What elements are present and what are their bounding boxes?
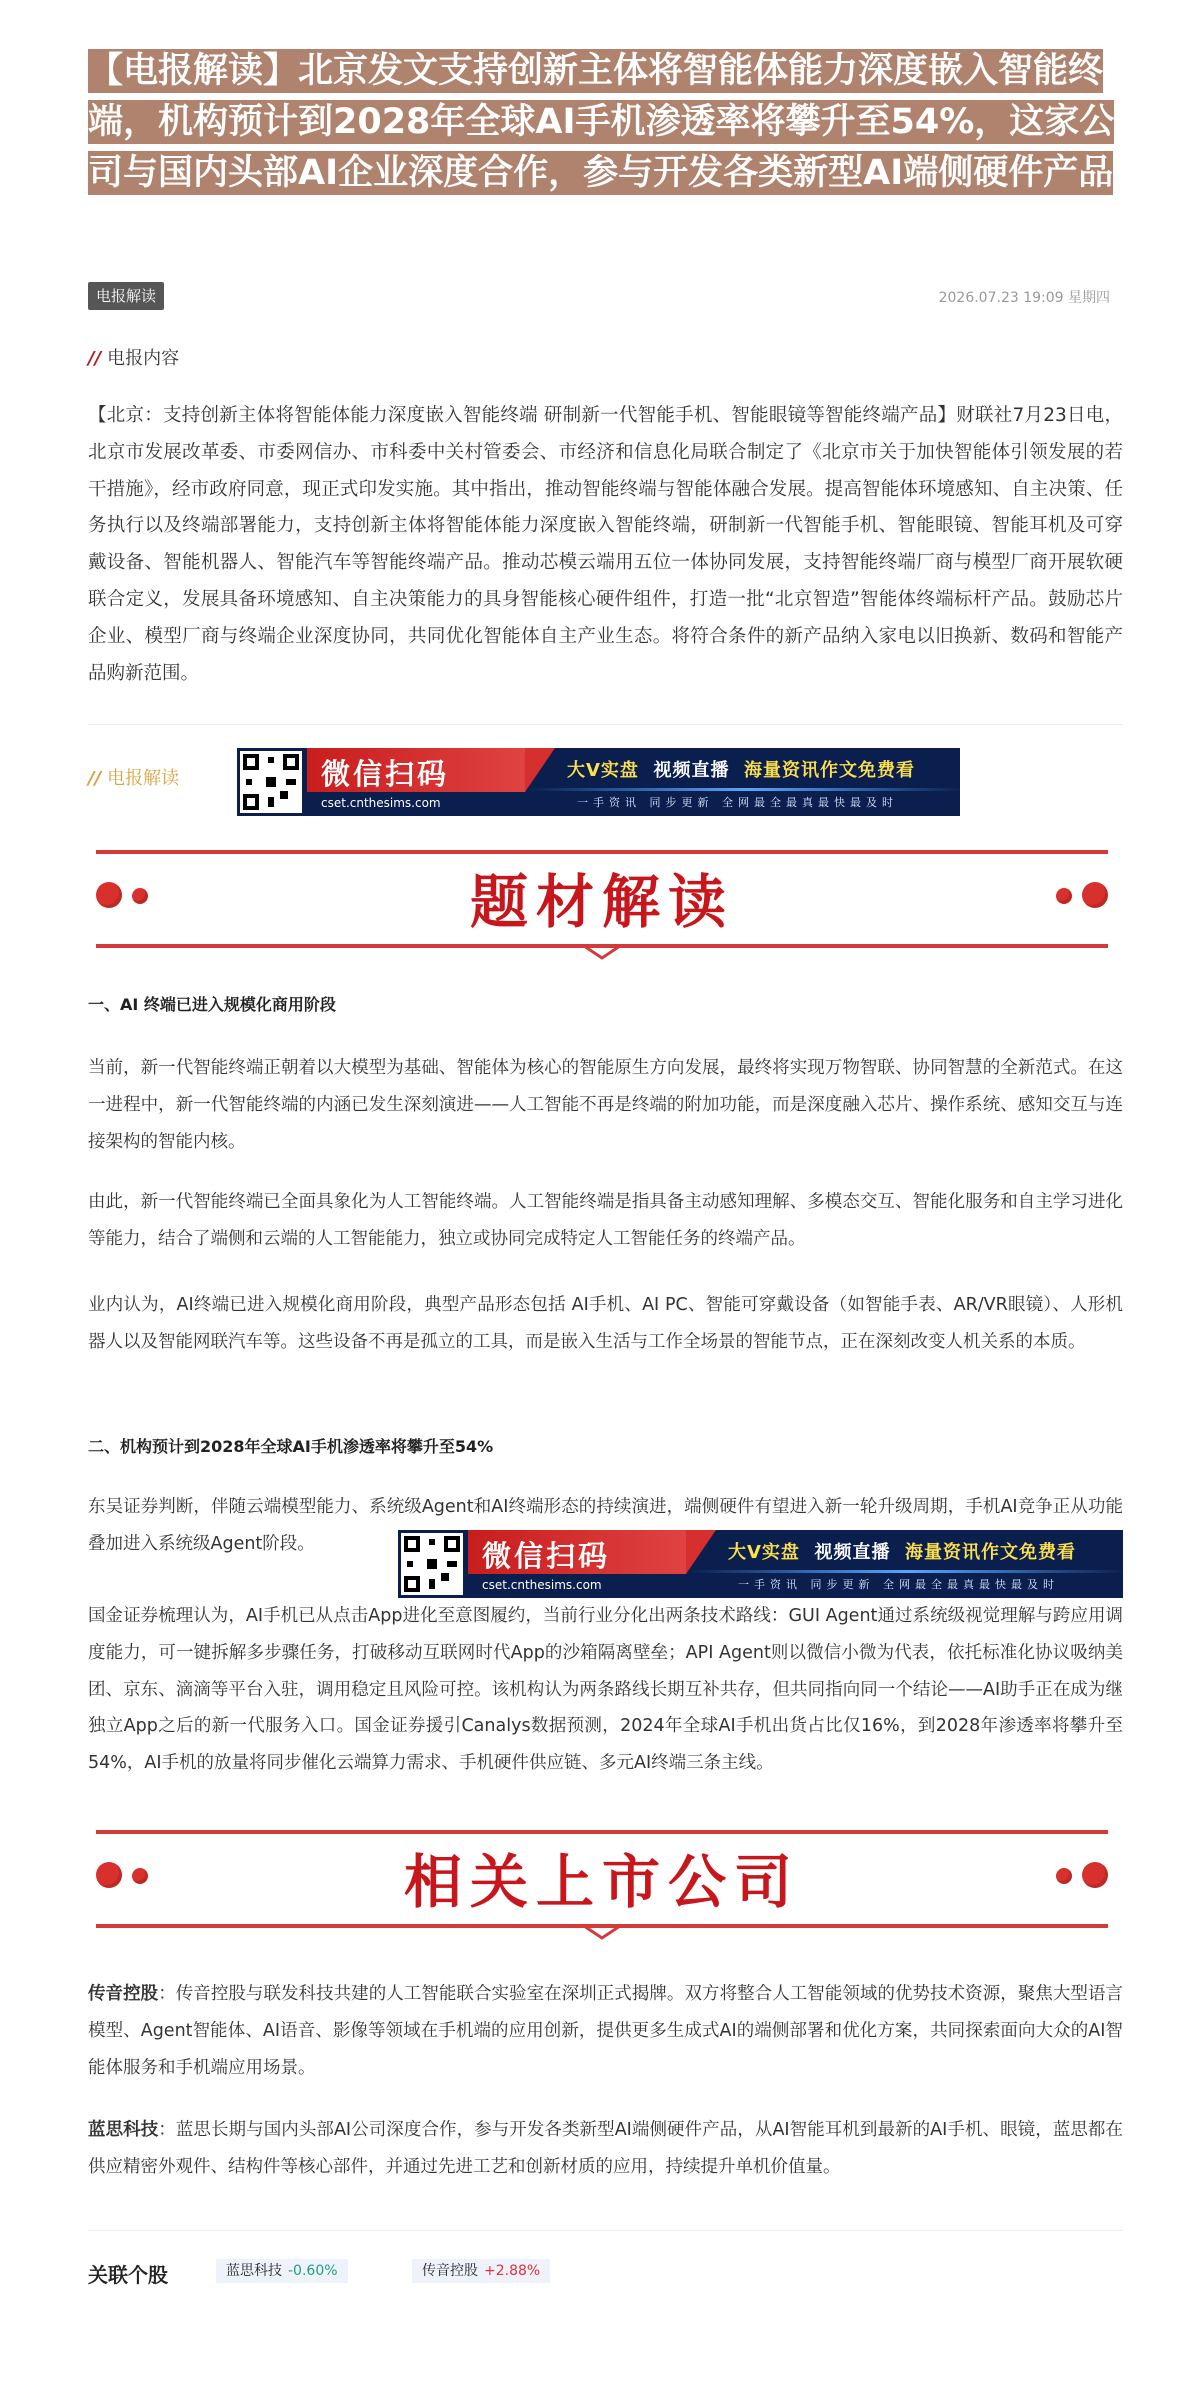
part2-paragraph: 国金证券梳理认为，AI手机已从点击App进化至意图履约，当前行业分化出两条技术路线：GUI Agent通过系统级视觉理解与跨应用调度能力，可一键拆解多步骤任务，打破移动互联网时代App的沙箱隔离壁垒；API Agent则以微信小微为代表，依托标准化协议吸纳美团、京东、滴滴等平台入驻，调用稳定且风险可控。该机构认为两条路线长期互补共存，但共同指向同一个结论——AI助手正在成为继独立App之后的新一代服务入口。国金证券援引Canalys数据预测，2024年全球AI手机出货占比仅16%，到2028年渗透率将攀升至54%，AI手机的放量将同步催化云端算力需求、手机硬件供应链、多元AI终端三条主线。 bbox=[88, 1606, 1123, 1774]
notch-icon bbox=[584, 944, 620, 960]
banner-slogan: 一手资讯 同步更新 全网最全最真最快最及时 bbox=[577, 796, 898, 809]
section-label: 电报解读 bbox=[107, 768, 180, 789]
qr-code-icon bbox=[240, 751, 302, 813]
topic-analysis-title-banner bbox=[96, 850, 1108, 960]
company-description: ：传音控股与联发科技共建的人工智能联合实验室在深圳正式揭牌。双方将整合人工智能领域的优势技术资源，聚焦大型语言模型、Agent智能体、AI语音、影像等领域在手机端的应用创新，提供更多生成式AI的端侧部署和优化方案，共同探索面向大众的AI智能体服务和手机端应用场景。 bbox=[88, 1984, 1124, 2078]
deco-title-text: 相关上市公司 bbox=[403, 1848, 800, 1916]
publish-datetime: 2026.07.23 19:09 星期四 bbox=[938, 290, 1110, 306]
part1-paragraph: 当前，新一代智能终端正朝着以大模型为基础、智能体为核心的智能原生方向发展，最终将实现万物智联、协同智慧的全新范式。在这一进程中，新一代智能终端的内涵已发生深刻演进——人工智能不再是终端的附加功能，而是深度融入芯片、操作系统、感知交互与连接架构的智能内核。 bbox=[88, 1058, 1123, 1152]
company-name[interactable]: 蓝思科技 bbox=[88, 2120, 159, 2140]
part1-heading: 一、AI 终端已进入规模化商用阶段 bbox=[88, 995, 336, 1014]
related-stocks-label: 关联个股 bbox=[88, 2263, 168, 2287]
banner-title: 微信扫码 bbox=[482, 1539, 611, 1573]
company-description: ：蓝思长期与国内头部AI公司深度合作，参与开发各类新型AI端侧硬件产品，从AI智能耳机到最新的AI手机、眼镜，蓝思都在供应精密外观件、结构件等核心部件，并通过先进工艺和创新材质的应用，持续提升单机价值量。 bbox=[88, 2120, 1124, 2177]
part2-heading: 二、机构预计到2028年全球AI手机渗透率将攀升至54% bbox=[88, 1437, 494, 1456]
banner-url: cset.cnthesims.com bbox=[321, 796, 441, 810]
section-header-analysis bbox=[88, 764, 179, 790]
notch-icon bbox=[584, 1924, 620, 1940]
article-headline bbox=[88, 46, 1128, 199]
qr-code-icon bbox=[401, 1533, 463, 1595]
part1-paragraph: 业内认为，AI终端已进入规模化商用阶段，典型产品形态包括 AI手机、AI PC、智能可穿戴设备（如智能手表、AR/VR眼镜）、人形机器人以及智能网联汽车等。这些设备不再是孤立的工具，而是嵌入生活与工作全场景的智能节点，正在深刻改变人机关系的本质。 bbox=[88, 1295, 1123, 1352]
section-marker-icon: // bbox=[88, 348, 102, 369]
part2-paragraph: 东吴证券判断，伴随云端模型能力、系统级Agent和AI终端形态的持续演进，端侧硬件有望进入新一轮升级周期，手机AI竞争正从功能叠加进入系统级Agent阶段。 bbox=[88, 1497, 1123, 1554]
stock-change: +2.88% bbox=[484, 2263, 541, 2279]
stock-name: 蓝思科技 bbox=[226, 2263, 282, 2279]
divider bbox=[88, 724, 1123, 725]
company-paragraph bbox=[88, 1976, 1123, 2086]
banner-title: 微信扫码 bbox=[321, 757, 450, 791]
banner-tagline: 大V实盘 视频直播 海量资讯作文免费看 bbox=[567, 760, 916, 781]
banner-tagline: 大V实盘 视频直播 海量资讯作文免费看 bbox=[728, 1542, 1077, 1563]
section-header-content bbox=[88, 344, 179, 370]
stock-chip[interactable] bbox=[216, 2259, 348, 2283]
wechat-scan-banner-ad[interactable] bbox=[237, 748, 960, 816]
headline-text: 【电报解读】北京发文支持创新主体将智能体能力深度嵌入智能终端，机构预计到2028年全球AI手机渗透率将攀升至54%，这家公司与国内头部AI企业深度合作，参与开发各类新型AI端侧硬件产品 bbox=[88, 51, 1115, 193]
company-paragraph bbox=[88, 2112, 1123, 2186]
section-marker-icon: // bbox=[88, 768, 102, 789]
section-label: 电报内容 bbox=[107, 348, 180, 369]
wechat-scan-banner-ad[interactable] bbox=[398, 1530, 1123, 1598]
category-badge[interactable]: 电报解读 bbox=[88, 282, 164, 310]
stock-chip[interactable] bbox=[412, 2259, 550, 2283]
telegram-content-text: 【北京：支持创新主体将智能体能力深度嵌入智能终端 研制新一代智能手机、智能眼镜等智能终端产品】财联社7月23日电，北京市发展改革委、市委网信办、市科委中关村管委会、市经济和信息化局联合制定了《北京市关于加快智能体引领发展的若干措施》，经市政府同意，现正式印发实施。其中指出，推动智能终端与智能体融合发展。提高智能体环境感知、自主决策、任务执行以及终端部署能力，支持创新主体将智能体能力深度嵌入智能终端，研制新一代智能手机、智能眼镜、智能耳机及可穿戴设备、智能机器人、智能汽车等智能终端产品。推动芯模云端用五位一体协同发展，支持智能终端厂商与模型厂商开展软硬联合定义，发展具备环境感知、自主决策能力的具身智能核心硬件组件，打造一批“北京智造”智能体终端标杆产品。鼓励芯片企业、模型厂商与终端企业深度协同，共同优化智能体自主产业生态。将符合条件的新产品纳入家电以旧换新、数码和智能产品购新范围。 bbox=[88, 405, 1123, 684]
company-name[interactable]: 传音控股 bbox=[88, 1984, 159, 2004]
stock-change: -0.60% bbox=[288, 2263, 338, 2279]
part1-paragraph: 由此，新一代智能终端已全面具象化为人工智能终端。人工智能终端是指具备主动感知理解、多模态交互、智能化服务和自主学习进化等能力，结合了端侧和云端的人工智能能力，独立或协同完成特定人工智能任务的终端产品。 bbox=[88, 1192, 1123, 1249]
stock-name: 传音控股 bbox=[422, 2263, 478, 2279]
related-companies-title-banner bbox=[96, 1830, 1108, 1940]
banner-url: cset.cnthesims.com bbox=[482, 1578, 602, 1592]
banner-slogan: 一手资讯 同步更新 全网最全最真最快最及时 bbox=[738, 1578, 1059, 1591]
divider bbox=[88, 2230, 1123, 2231]
deco-title-text: 题材解读 bbox=[469, 868, 734, 936]
